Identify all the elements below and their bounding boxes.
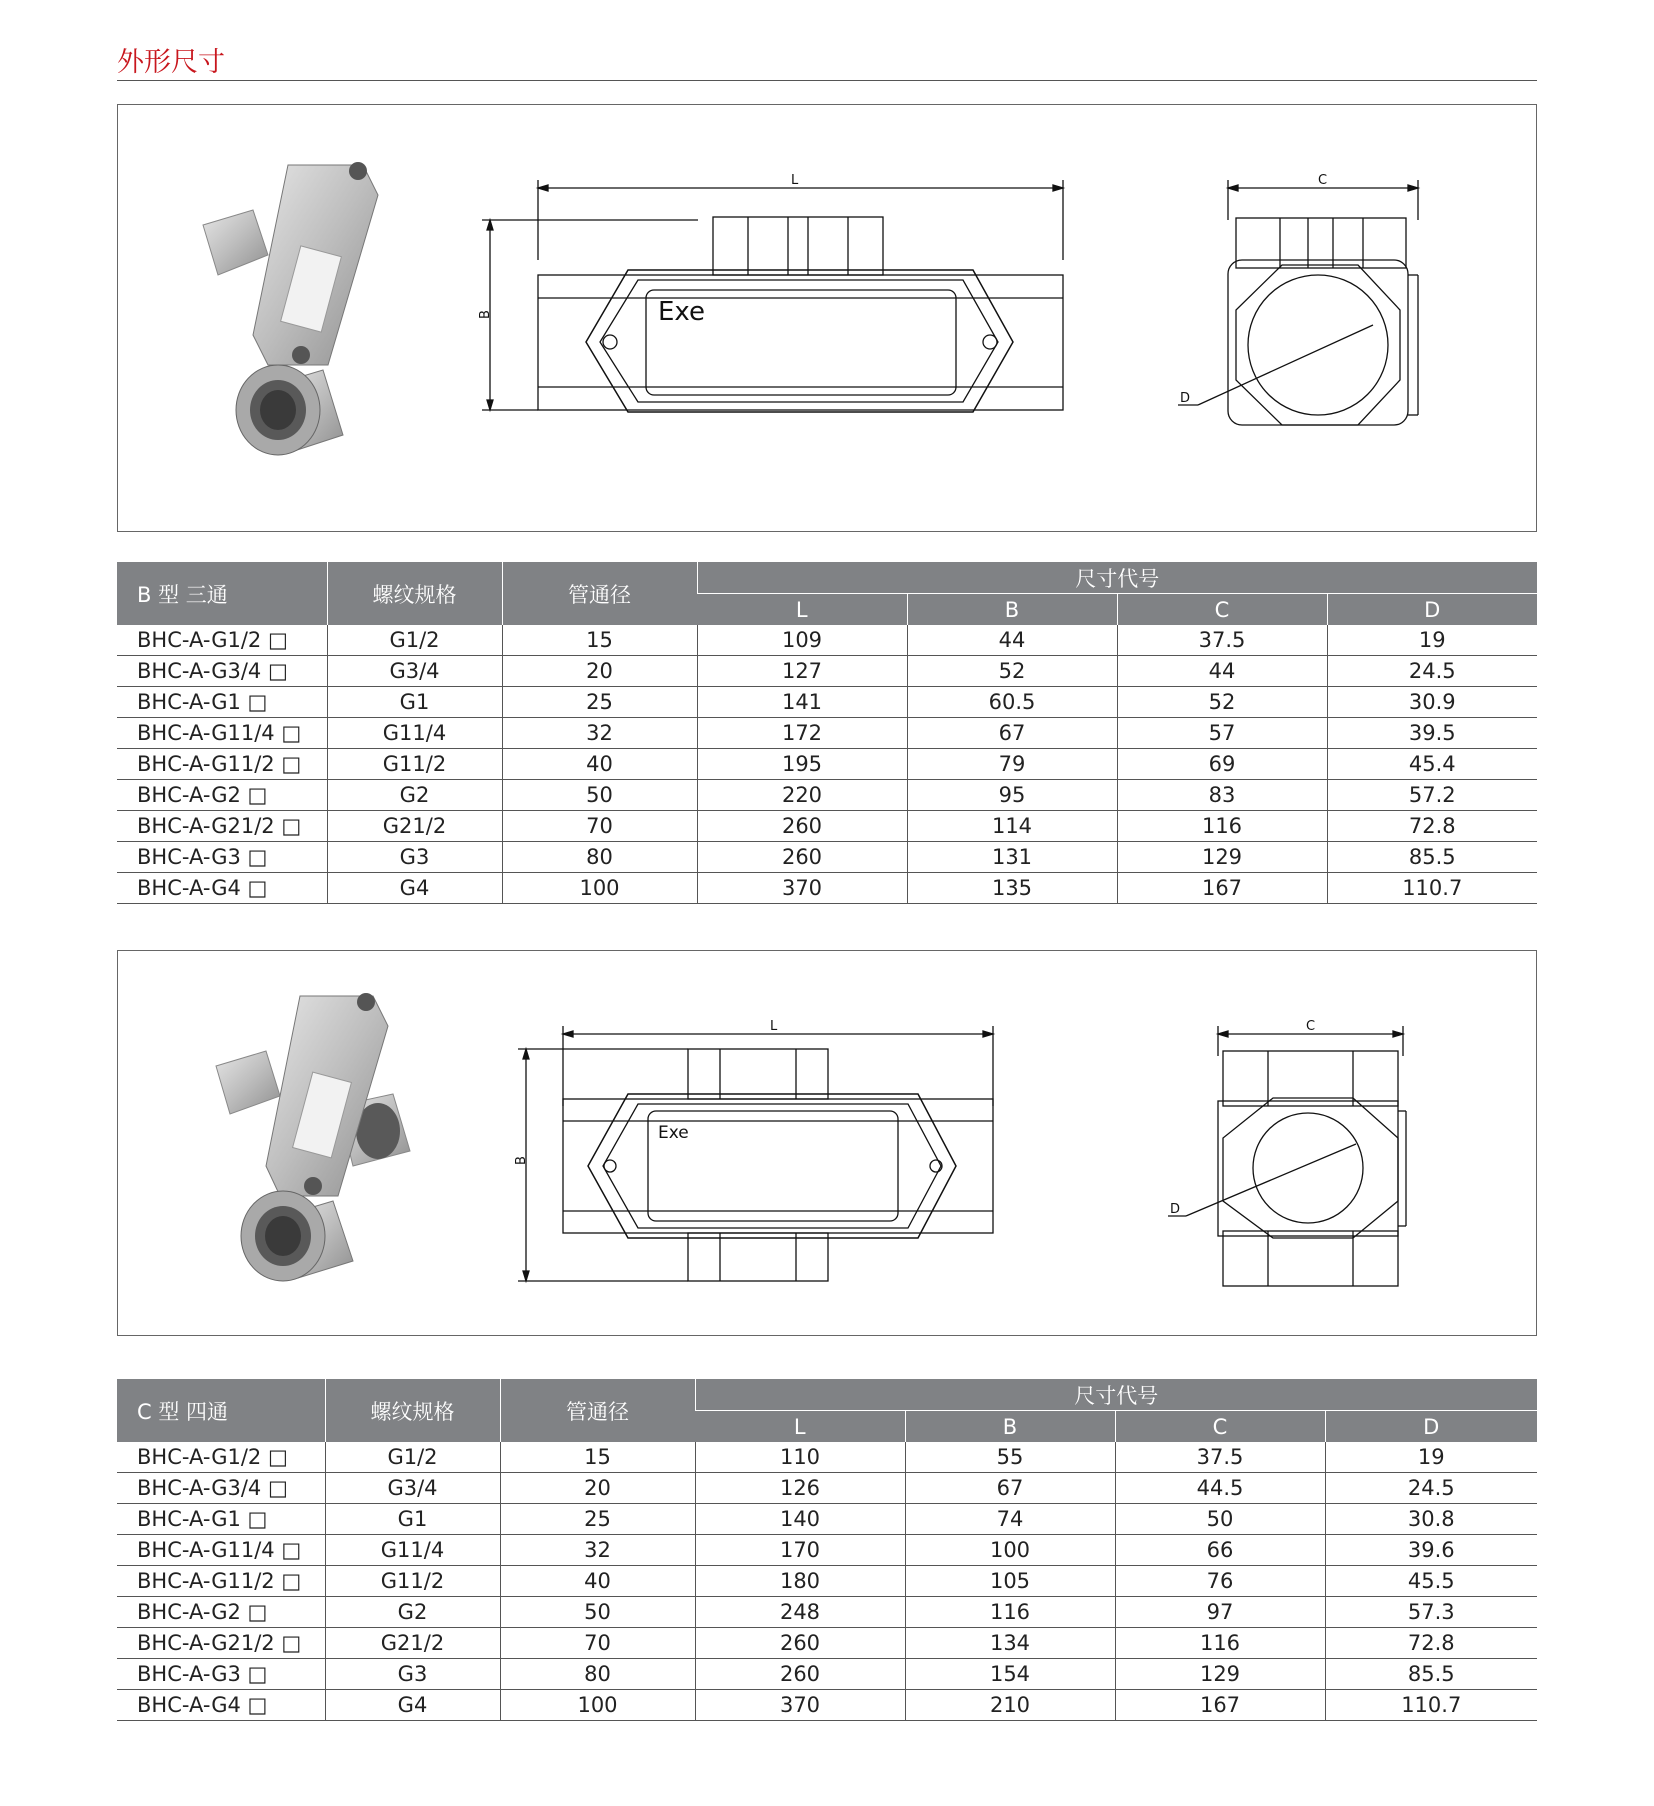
pipe-cell: 40 — [500, 1566, 695, 1597]
l-cell: 370 — [697, 873, 907, 904]
b-cell: 210 — [905, 1690, 1115, 1721]
d-cell: 85.5 — [1327, 842, 1537, 873]
b-cell: 105 — [905, 1566, 1115, 1597]
pipe-cell: 40 — [502, 749, 697, 780]
table-row — [117, 1566, 1537, 1597]
d-cell: 30.9 — [1327, 687, 1537, 718]
thread-cell: G1/2 — [327, 625, 502, 656]
front-view-b — [468, 170, 1088, 470]
l-cell: 220 — [697, 780, 907, 811]
d-cell: 30.8 — [1325, 1504, 1537, 1535]
side-view-b — [1128, 170, 1458, 470]
l-cell: 260 — [697, 842, 907, 873]
b-cell: 74 — [905, 1504, 1115, 1535]
header-l: L — [697, 594, 907, 626]
table-row — [117, 625, 1537, 656]
thread-cell: G11/2 — [327, 749, 502, 780]
b-cell: 134 — [905, 1628, 1115, 1659]
header-dims-group: 尺寸代号 — [697, 562, 1537, 594]
bore-circle — [1248, 275, 1388, 415]
screw-bottom — [292, 346, 310, 364]
header-c: C — [1117, 594, 1327, 626]
model-cell: BHC-A-G1/2 □ — [117, 1442, 325, 1473]
header-thread: 螺纹规格 — [327, 562, 502, 625]
pipe-cell: 70 — [502, 811, 697, 842]
pipe-cell: 25 — [500, 1504, 695, 1535]
product-photo-c — [188, 986, 428, 1296]
c-cell: 116 — [1117, 811, 1327, 842]
model-cell: BHC-A-G11/4 □ — [117, 1535, 325, 1566]
table-row — [117, 780, 1537, 811]
thread-cell: G4 — [325, 1690, 500, 1721]
c-cell: 37.5 — [1115, 1442, 1325, 1473]
model-cell: BHC-A-G21/2 □ — [117, 811, 327, 842]
model-cell: BHC-A-G2 □ — [117, 1597, 325, 1628]
d-cell: 39.5 — [1327, 718, 1537, 749]
model-cell: BHC-A-G1 □ — [117, 1504, 325, 1535]
thread-cell: G11/2 — [325, 1566, 500, 1597]
dim-label-d-c: D — [1170, 1202, 1181, 1217]
d-cell: 72.8 — [1325, 1628, 1537, 1659]
table-row — [117, 718, 1537, 749]
l-cell: 195 — [697, 749, 907, 780]
b-cell: 114 — [907, 811, 1117, 842]
pipe-cell: 15 — [500, 1442, 695, 1473]
model-cell: BHC-A-G3/4 □ — [117, 1473, 325, 1504]
l-cell: 370 — [695, 1690, 905, 1721]
c-cell: 83 — [1117, 780, 1327, 811]
d-cell: 57.3 — [1325, 1597, 1537, 1628]
c-cell: 76 — [1115, 1566, 1325, 1597]
d-cell: 110.7 — [1327, 873, 1537, 904]
table-row — [117, 1628, 1537, 1659]
header-d: D — [1325, 1411, 1537, 1443]
model-cell: BHC-A-G3 □ — [117, 1659, 325, 1690]
screw-top — [349, 162, 367, 180]
b-cell: 67 — [907, 718, 1117, 749]
l-cell: 260 — [695, 1659, 905, 1690]
c-cell: 69 — [1117, 749, 1327, 780]
table-row — [117, 749, 1537, 780]
table-row — [117, 656, 1537, 687]
pipe-cell: 80 — [502, 842, 697, 873]
l-cell: 172 — [697, 718, 907, 749]
screw-top-c — [357, 993, 375, 1011]
l-cell: 260 — [697, 811, 907, 842]
thread-cell: G1 — [327, 687, 502, 718]
dim-label-c-c: C — [1306, 1019, 1316, 1034]
c-cell: 97 — [1115, 1597, 1325, 1628]
pipe-cell: 100 — [500, 1690, 695, 1721]
header-pipe: 管通径 — [500, 1379, 695, 1442]
pipe-cell: 25 — [502, 687, 697, 718]
thread-cell: G3 — [327, 842, 502, 873]
top-port — [713, 217, 883, 275]
side-port — [203, 210, 268, 275]
table-row — [117, 1690, 1537, 1721]
d-cell: 19 — [1327, 625, 1537, 656]
d-cell: 39.6 — [1325, 1535, 1537, 1566]
product-photo-b — [178, 155, 428, 475]
dim-label-b-c: B — [514, 1156, 529, 1165]
l-cell: 180 — [695, 1566, 905, 1597]
b-cell: 55 — [905, 1442, 1115, 1473]
model-cell: BHC-A-G11/2 □ — [117, 1566, 325, 1597]
table-c-body — [117, 1442, 1537, 1721]
exe-label-c: Exe — [658, 1123, 689, 1143]
side-body-c — [1218, 1101, 1398, 1236]
table-row — [117, 1535, 1537, 1566]
spec-table-b — [117, 562, 1537, 904]
table-row — [117, 1504, 1537, 1535]
table-row — [117, 842, 1537, 873]
l-cell: 126 — [695, 1473, 905, 1504]
pipe-cell: 80 — [500, 1659, 695, 1690]
thread-cell: G2 — [325, 1597, 500, 1628]
thread-cell: G4 — [327, 873, 502, 904]
dim-label-l-c: L — [770, 1019, 778, 1034]
d-cell: 72.8 — [1327, 811, 1537, 842]
l-cell: 248 — [695, 1597, 905, 1628]
thread-cell: G3/4 — [327, 656, 502, 687]
spec-table-c — [117, 1379, 1537, 1721]
figure-b-three-way — [117, 104, 1537, 532]
b-cell: 100 — [905, 1535, 1115, 1566]
header-d: D — [1327, 594, 1537, 626]
c-cell: 44.5 — [1115, 1473, 1325, 1504]
d-cell: 24.5 — [1327, 656, 1537, 687]
table-row — [117, 1442, 1537, 1473]
title-divider — [117, 80, 1537, 81]
left-port — [216, 1051, 280, 1114]
table-row — [117, 811, 1537, 842]
l-cell: 140 — [695, 1504, 905, 1535]
table-row — [117, 1597, 1537, 1628]
d-cell: 19 — [1325, 1442, 1537, 1473]
pipe-cell: 100 — [502, 873, 697, 904]
model-cell: BHC-A-G1 □ — [117, 687, 327, 718]
pipe-cell: 32 — [502, 718, 697, 749]
model-cell: BHC-A-G11/2 □ — [117, 749, 327, 780]
dim-label-d: D — [1180, 391, 1191, 406]
l-cell: 260 — [695, 1628, 905, 1659]
header-b: B — [907, 594, 1117, 626]
table-row — [117, 1659, 1537, 1690]
d-cell: 45.4 — [1327, 749, 1537, 780]
pipe-cell: 15 — [502, 625, 697, 656]
model-cell: BHC-A-G3/4 □ — [117, 656, 327, 687]
d-cell: 110.7 — [1325, 1690, 1537, 1721]
thread-cell: G3 — [325, 1659, 500, 1690]
pipe-cell: 20 — [500, 1473, 695, 1504]
table-c-title: C 型 四通 — [117, 1379, 325, 1442]
thread-cell: G2 — [327, 780, 502, 811]
c-cell: 129 — [1115, 1659, 1325, 1690]
model-cell: BHC-A-G4 □ — [117, 873, 327, 904]
header-b: B — [905, 1411, 1115, 1443]
section-title: 外形尺寸 — [117, 47, 225, 78]
thread-cell: G11/4 — [325, 1535, 500, 1566]
l-cell: 127 — [697, 656, 907, 687]
table-b-title: B 型 三通 — [117, 562, 327, 625]
d-cell: 24.5 — [1325, 1473, 1537, 1504]
c-cell: 116 — [1115, 1628, 1325, 1659]
dim-label-l: L — [791, 173, 799, 188]
header-thread: 螺纹规格 — [325, 1379, 500, 1442]
c-cell: 167 — [1117, 873, 1327, 904]
c-cell: 37.5 — [1117, 625, 1327, 656]
c-cell: 52 — [1117, 687, 1327, 718]
model-cell: BHC-A-G4 □ — [117, 1690, 325, 1721]
bore-circle-c — [1253, 1113, 1363, 1223]
l-cell: 170 — [695, 1535, 905, 1566]
b-cell: 79 — [907, 749, 1117, 780]
model-cell: BHC-A-G11/4 □ — [117, 718, 327, 749]
c-cell: 167 — [1115, 1690, 1325, 1721]
table-b-body — [117, 625, 1537, 904]
pipe-cell: 50 — [500, 1597, 695, 1628]
b-cell: 52 — [907, 656, 1117, 687]
screw-bottom-c — [304, 1177, 322, 1195]
thread-cell: G21/2 — [327, 811, 502, 842]
l-cell: 110 — [695, 1442, 905, 1473]
header-l: L — [695, 1411, 905, 1443]
b-cell: 95 — [907, 780, 1117, 811]
pipe-cell: 20 — [502, 656, 697, 687]
side-view-c — [1148, 1016, 1468, 1316]
figure-c-four-way — [117, 950, 1537, 1336]
b-cell: 154 — [905, 1659, 1115, 1690]
pipe-cell: 32 — [500, 1535, 695, 1566]
c-cell: 66 — [1115, 1535, 1325, 1566]
b-cell: 60.5 — [907, 687, 1117, 718]
model-cell: BHC-A-G2 □ — [117, 780, 327, 811]
model-cell: BHC-A-G21/2 □ — [117, 1628, 325, 1659]
c-cell: 129 — [1117, 842, 1327, 873]
pipe-cell: 50 — [502, 780, 697, 811]
table-row — [117, 1473, 1537, 1504]
pipe-cell: 70 — [500, 1628, 695, 1659]
thread-cell: G3/4 — [325, 1473, 500, 1504]
dim-label-c: C — [1318, 173, 1328, 188]
b-cell: 67 — [905, 1473, 1115, 1504]
front-view-c — [508, 1016, 1068, 1316]
c-cell: 44 — [1117, 656, 1327, 687]
header-dims-group: 尺寸代号 — [695, 1379, 1537, 1411]
exe-label: Exe — [658, 297, 706, 327]
l-cell: 141 — [697, 687, 907, 718]
b-cell: 44 — [907, 625, 1117, 656]
d-cell: 45.5 — [1325, 1566, 1537, 1597]
d-cell: 85.5 — [1325, 1659, 1537, 1690]
model-cell: BHC-A-G1/2 □ — [117, 625, 327, 656]
table-row — [117, 873, 1537, 904]
model-cell: BHC-A-G3 □ — [117, 842, 327, 873]
d-cell: 57.2 — [1327, 780, 1537, 811]
header-c: C — [1115, 1411, 1325, 1443]
thread-cell: G21/2 — [325, 1628, 500, 1659]
thread-cell: G1/2 — [325, 1442, 500, 1473]
l-cell: 109 — [697, 625, 907, 656]
table-row — [117, 687, 1537, 718]
b-cell: 116 — [905, 1597, 1115, 1628]
header-pipe: 管通径 — [502, 562, 697, 625]
thread-cell: G1 — [325, 1504, 500, 1535]
thread-cell: G11/4 — [327, 718, 502, 749]
c-cell: 57 — [1117, 718, 1327, 749]
dim-label-b: B — [478, 310, 493, 319]
b-cell: 131 — [907, 842, 1117, 873]
b-cell: 135 — [907, 873, 1117, 904]
body-rect-c — [563, 1099, 993, 1233]
c-cell: 50 — [1115, 1504, 1325, 1535]
side-hex — [1236, 265, 1400, 425]
